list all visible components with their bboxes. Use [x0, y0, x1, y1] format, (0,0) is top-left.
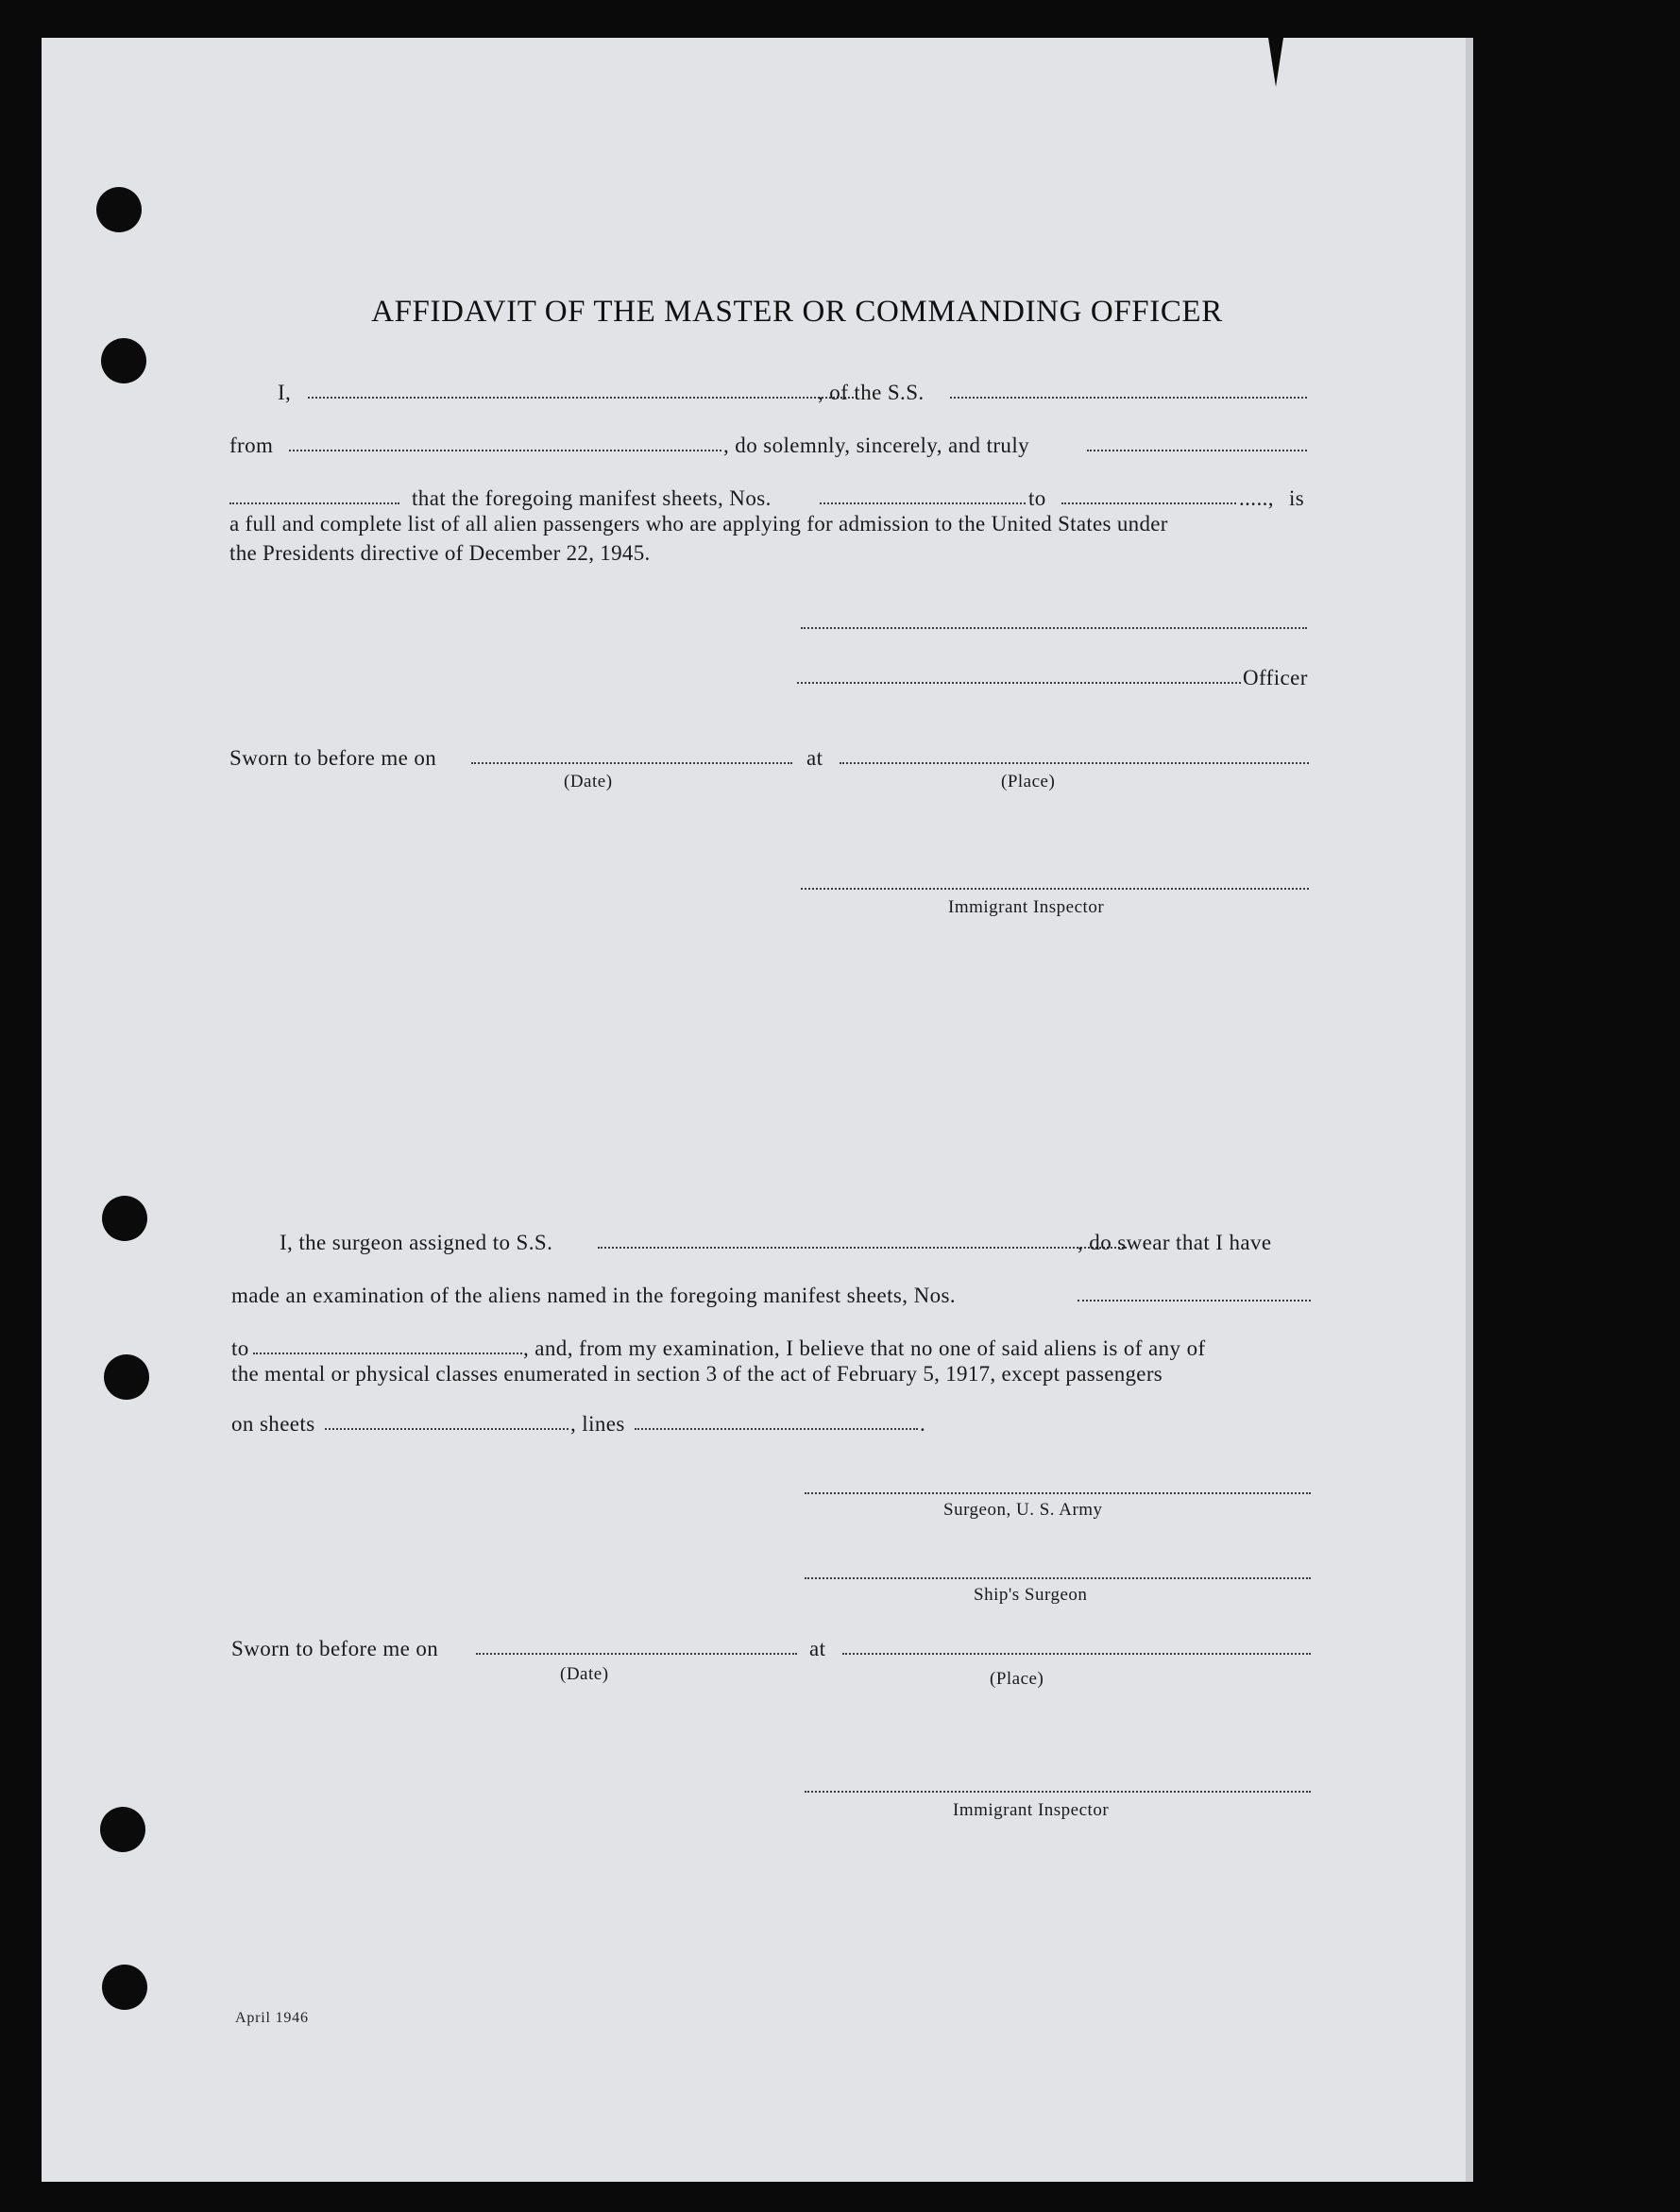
- surgeon-date-caption: (Date): [560, 1664, 609, 1684]
- surgeon-nos-from-field[interactable]: [1078, 1300, 1311, 1302]
- army-surgeon-signature-line[interactable]: [805, 1492, 1311, 1494]
- page-title: AFFIDAVIT OF THE MASTER OR COMMANDING OFFICER: [371, 295, 1223, 329]
- surgeon-lines-field[interactable]: [635, 1428, 918, 1430]
- surgeon-ship-field[interactable]: [598, 1247, 1127, 1249]
- master-line5: the Presidents directive of December 22, 1945.: [229, 541, 651, 565]
- master-line3-to: to: [1028, 486, 1046, 510]
- affidavit-page: [42, 38, 1473, 2182]
- punch-hole: [101, 338, 146, 383]
- master-name-field[interactable]: [308, 397, 857, 399]
- master-declare-field[interactable]: [229, 502, 399, 504]
- master-sworn-place-field[interactable]: [840, 762, 1309, 764]
- surgeon-line2: made an examination of the aliens named in the foregoing manifest sheets, Nos.: [231, 1284, 956, 1307]
- master-line4: a full and complete list of all alien passengers who are applying for admission to the United States under: [229, 512, 1168, 536]
- surgeon-inspector-caption: Immigrant Inspector: [953, 1800, 1110, 1820]
- army-surgeon-caption: Surgeon, U. S. Army: [943, 1500, 1103, 1520]
- master-ship-field[interactable]: [950, 397, 1307, 399]
- punch-hole: [102, 1196, 147, 1241]
- punch-hole: [100, 1807, 145, 1852]
- master-nos-from-field[interactable]: [820, 502, 1026, 504]
- surgeon-place-caption: (Place): [990, 1669, 1044, 1689]
- surgeon-line1-start: I, the surgeon assigned to S.S.: [280, 1231, 553, 1254]
- punch-hole: [102, 1965, 147, 2010]
- page-notch: [1268, 38, 1283, 87]
- master-sworn-date-field[interactable]: [471, 762, 792, 764]
- ship-surgeon-caption: Ship's Surgeon: [974, 1585, 1088, 1605]
- page-edge: [1466, 38, 1473, 2182]
- form-date-footer: April 1946: [235, 2010, 309, 2026]
- surgeon-nos-to-field[interactable]: [253, 1353, 522, 1354]
- master-date-caption: (Date): [564, 772, 613, 791]
- master-place-caption: (Place): [1001, 772, 1056, 791]
- officer-signature-line[interactable]: [801, 627, 1307, 629]
- master-inspector-signature-line[interactable]: [801, 888, 1309, 890]
- master-sworn-label: Sworn to before me on: [229, 746, 437, 770]
- surgeon-line3-start: to: [231, 1336, 249, 1360]
- master-line1-end: , of the S.S.: [818, 381, 925, 404]
- master-line3-dots: .....,: [1239, 486, 1274, 510]
- master-from-field[interactable]: [289, 450, 721, 451]
- master-inspector-caption: Immigrant Inspector: [948, 897, 1105, 917]
- surgeon-sworn-date-field[interactable]: [476, 1653, 797, 1655]
- surgeon-line1-end: , do swear that I have: [1078, 1231, 1272, 1254]
- officer-title-line[interactable]: [797, 682, 1241, 684]
- surgeon-sworn-place-field[interactable]: [842, 1653, 1311, 1655]
- surgeon-sworn-at: at: [809, 1637, 826, 1660]
- surgeon-sheets-field[interactable]: [325, 1428, 568, 1430]
- master-line3-text: that the foregoing manifest sheets, Nos.: [412, 486, 772, 510]
- ship-surgeon-signature-line[interactable]: [805, 1577, 1311, 1579]
- punch-hole: [96, 187, 142, 232]
- master-sworn-at: at: [806, 746, 823, 770]
- master-nos-to-field[interactable]: [1061, 502, 1236, 504]
- master-line2-end: , do solemnly, sincerely, and truly: [723, 434, 1030, 457]
- master-oath-field[interactable]: [1087, 450, 1307, 451]
- master-line1-start: I,: [278, 381, 292, 404]
- master-line3-is: is: [1289, 486, 1305, 510]
- surgeon-line5-start: on sheets: [231, 1412, 315, 1436]
- surgeon-line4: the mental or physical classes enumerated in section 3 of the act of February 5, 1917, except passengers: [231, 1362, 1163, 1386]
- surgeon-line5-lines: , lines: [570, 1412, 625, 1436]
- officer-label: Officer: [1243, 666, 1308, 689]
- punch-hole: [104, 1354, 149, 1400]
- surgeon-line5-end: .: [920, 1412, 926, 1436]
- surgeon-sworn-label: Sworn to before me on: [231, 1637, 439, 1660]
- master-line2-start: from: [229, 434, 274, 457]
- surgeon-line3-end: , and, from my examination, I believe that no one of said aliens is of any of: [523, 1336, 1206, 1360]
- surgeon-inspector-signature-line[interactable]: [805, 1791, 1311, 1793]
